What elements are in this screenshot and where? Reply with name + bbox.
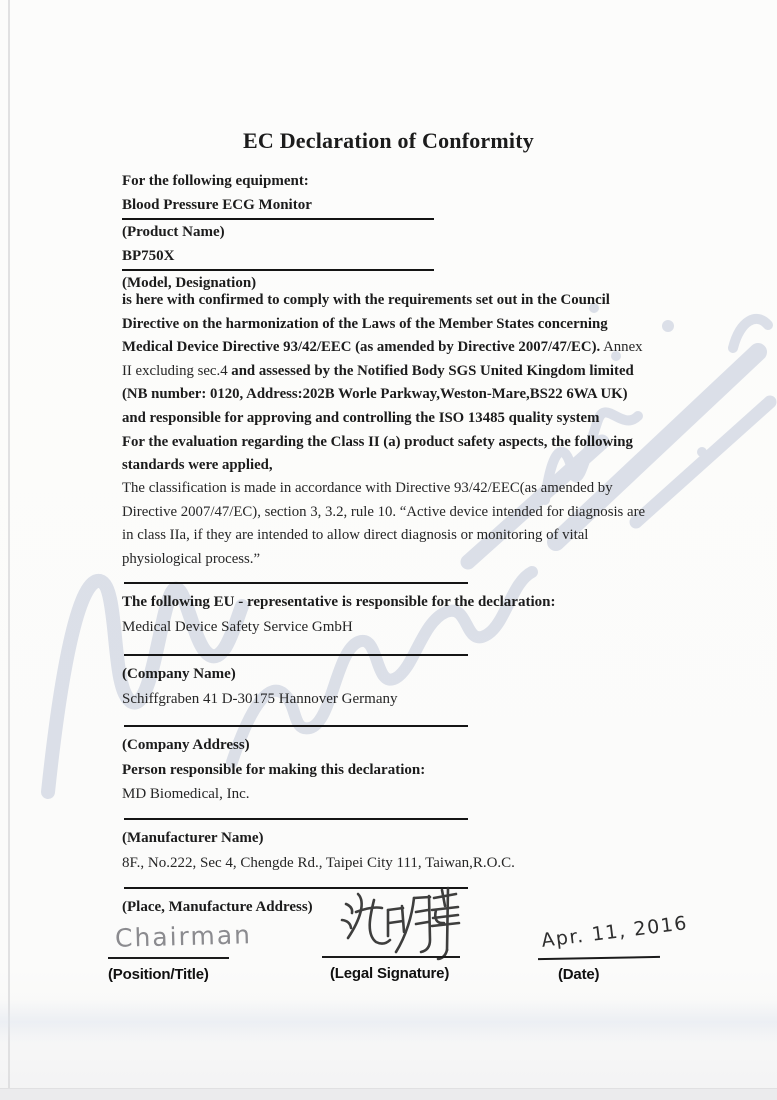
company-name-section — [122, 654, 468, 711]
page-title: EC Declaration of Conformity — [243, 128, 534, 153]
position-handwriting: Chairman — [114, 920, 253, 953]
product-name-row — [122, 193, 434, 219]
company-address-value: Schiffgraben 41 D-30175 Hannover Germany — [122, 690, 398, 707]
position-label: (Position/Title) — [108, 966, 209, 983]
paragraph-line: II excluding sec.4 and assessed by the Notified Body SGS United Kingdom limited — [122, 362, 634, 379]
product-name-value: Blood Pressure ECG Monitor — [122, 197, 312, 214]
paragraph-line: is here with confirmed to comply with the requirements set out in the Council — [122, 292, 610, 308]
separator-line — [124, 582, 468, 584]
position-underline — [108, 957, 229, 959]
paragraph-line: Directive 2007/47/EC), section 3, 3.2, rule 10. “Active device intended for diagnosis are — [122, 503, 646, 520]
product-name-label: (Product Name) — [122, 223, 225, 240]
paragraph-line: For the evaluation regarding the Class II (a) product safety aspects, the following — [122, 433, 633, 450]
manufacturer-name-value: MD Biomedical, Inc. — [122, 786, 250, 803]
date-underline — [538, 956, 660, 960]
classification-paragraph — [122, 477, 645, 571]
model-row — [122, 244, 434, 270]
company-address-label: (Company Address) — [122, 737, 250, 753]
paragraph-line: and responsible for approving and controlling the ISO 13485 quality system — [122, 409, 600, 426]
paragraph-line: Medical Device Directive 93/42/EEC (as amended by Directive 2007/47/EC). Annex — [122, 339, 643, 356]
company-name-label: (Company Name) — [122, 666, 236, 682]
separator-line — [124, 725, 468, 727]
responsible-person-section — [122, 725, 468, 807]
separator-line — [124, 818, 468, 820]
equipment-block — [122, 169, 434, 295]
paragraph-line: in class IIa, if they are intended to allow direct diagnosis or monitoring of vital — [122, 527, 589, 544]
signature-label: (Legal Signature) — [330, 965, 450, 982]
manufacture-address-value: 8F., No.222, Sec 4, Chengde Rd., Taipei City 111, Taiwan,R.O.C. — [122, 854, 515, 871]
date-label: (Date) — [558, 966, 600, 983]
signature-underline — [322, 956, 460, 958]
responsible-person-heading: Person responsible for making this declaration: — [122, 761, 426, 778]
declaration-paragraph — [122, 289, 643, 478]
date-handwriting: Apr. 11, 2016 — [540, 912, 690, 952]
manufacture-address-label: (Place, Manufacture Address) — [122, 899, 313, 915]
model-value: BP750X — [122, 248, 175, 265]
eu-company-name-value: Medical Device Safety Service GmbH — [122, 618, 353, 635]
model-label: (Model, Designation) — [122, 274, 257, 291]
paragraph-line: standards were applied, — [122, 457, 273, 474]
eu-representative-heading: The following EU - representative is responsible for the declaration: — [122, 594, 556, 610]
separator-line — [124, 654, 468, 656]
paragraph-line: The classification is made in accordance with Directive 93/42/EEC(as amended by — [122, 480, 613, 496]
equipment-intro: For the following equipment: — [122, 173, 309, 189]
paragraph-line: (NB number: 0120, Address:202B Worle Parkway,Weston-Mare,BS22 6WA UK) — [122, 386, 628, 403]
paragraph-line: physiological process.” — [122, 550, 261, 567]
manufacturer-name-label: (Manufacturer Name) — [122, 830, 264, 846]
eu-representative-section — [122, 582, 555, 639]
paragraph-line: Directive on the harmonization of the Laws of the Member States concerning — [122, 315, 608, 332]
manufacturer-section — [122, 818, 515, 875]
